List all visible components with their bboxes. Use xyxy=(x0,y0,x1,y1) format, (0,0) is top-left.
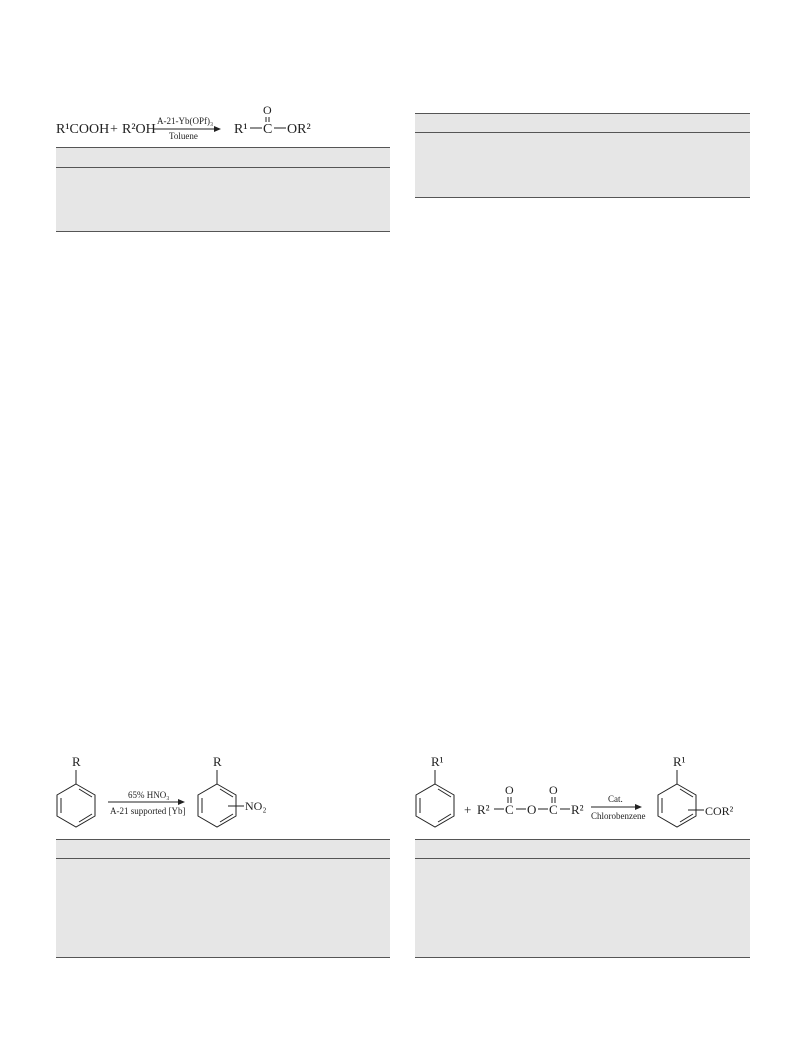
table-header-row xyxy=(415,114,750,132)
anhydride-carbon-2: C xyxy=(549,802,558,817)
product-or2: OR² xyxy=(287,122,311,137)
anhydride-r2-left: R² xyxy=(477,802,490,817)
solvent-label: Toluene xyxy=(169,131,198,140)
table-top-right xyxy=(415,113,750,199)
solvent-label: Chlorobenzene xyxy=(591,811,646,821)
table-body xyxy=(415,859,750,957)
table-bottom-rule xyxy=(415,197,750,198)
catalyst-label: A-21-Yb(OPf)₃ xyxy=(157,116,214,126)
table-esterification xyxy=(56,147,390,233)
table-header-row xyxy=(56,840,390,858)
product-r1: R¹ xyxy=(234,122,248,137)
reactant-alcohol: R²OH xyxy=(122,122,156,137)
table-body xyxy=(415,133,750,197)
product-substituent-r1: R¹ xyxy=(673,754,686,769)
reactant-acid: R¹COOH xyxy=(56,122,110,137)
substituent-r1: R¹ xyxy=(431,754,444,769)
anhydride-carbon-1: C xyxy=(505,802,514,817)
table-header-row xyxy=(415,840,750,858)
table-bottom-rule xyxy=(415,957,750,958)
table-body xyxy=(56,168,390,231)
reagent-label: 65% HNO₃ xyxy=(128,790,170,800)
anhydride-bridge-oxygen: O xyxy=(527,802,537,817)
carbonyl-carbon: C xyxy=(263,122,273,137)
reaction-arrowhead xyxy=(214,126,221,132)
table-nitration xyxy=(56,839,390,959)
carbonyl-oxygen: O xyxy=(263,103,272,117)
anhydride-oxygen-1: O xyxy=(505,783,514,797)
benzene-ring xyxy=(658,784,696,827)
anhydride-oxygen-2: O xyxy=(549,783,558,797)
reaction-arrowhead xyxy=(178,799,185,805)
acylation-scheme xyxy=(413,752,753,834)
table-header-row xyxy=(56,148,390,167)
acyl-group: COR² xyxy=(705,804,734,818)
catalyst-label: A-21 supported [Yb] xyxy=(110,806,186,816)
substituent-r: R xyxy=(72,754,81,769)
product-substituent-r: R xyxy=(213,754,222,769)
benzene-ring xyxy=(416,784,454,827)
catalyst-label: Cat. xyxy=(608,794,623,804)
anhydride-r2-right: R² xyxy=(571,802,584,817)
plus-sign: + xyxy=(110,122,118,137)
table-acylation xyxy=(415,839,750,959)
nitration-scheme xyxy=(52,752,392,834)
table-bottom-rule xyxy=(56,957,390,958)
nitro-group: NO₂ xyxy=(245,799,267,813)
table-bottom-rule xyxy=(56,231,390,232)
plus-sign: + xyxy=(464,802,472,817)
esterification-scheme xyxy=(54,102,394,140)
table-body xyxy=(56,859,390,957)
reaction-arrowhead xyxy=(635,804,642,810)
benzene-ring xyxy=(57,784,95,827)
